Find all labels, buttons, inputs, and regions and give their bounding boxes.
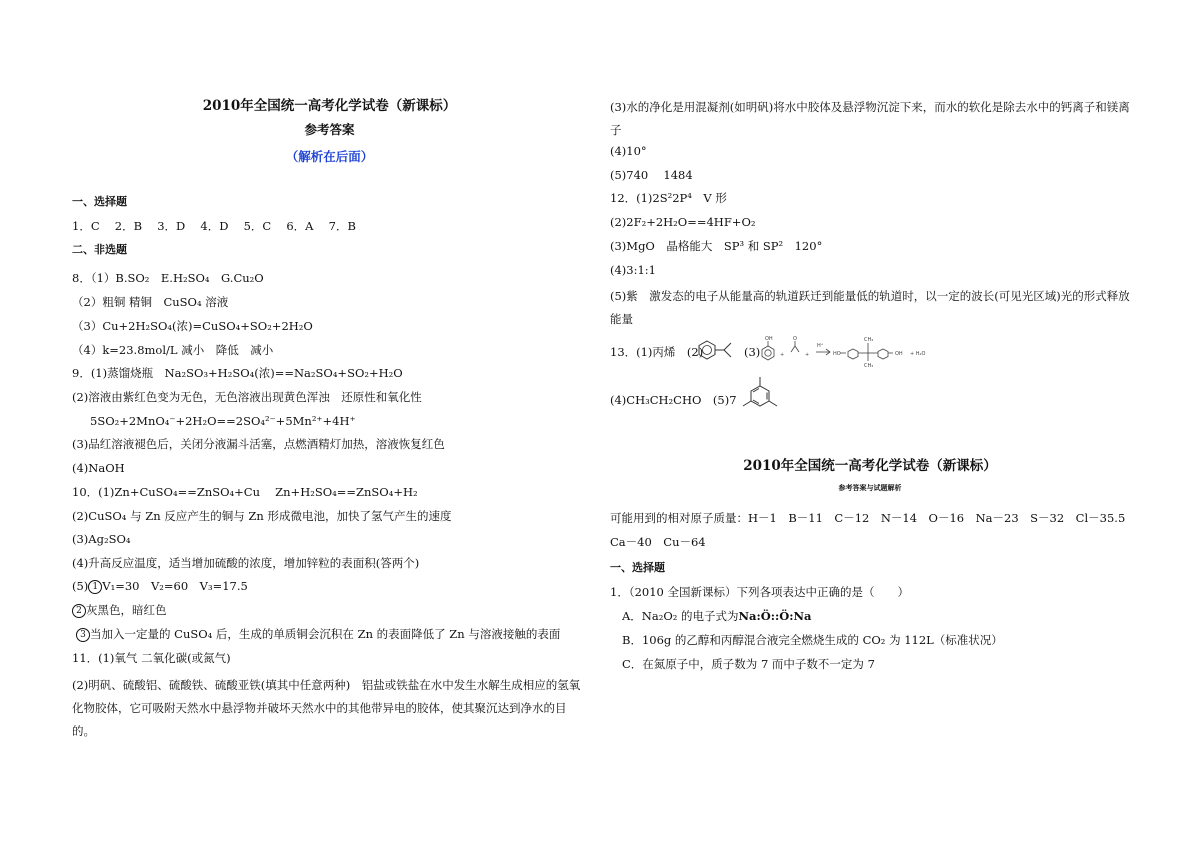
atomic-masses: 可能用到的相对原子质量：H－1 B－11 C－12 N－14 O－16 Na－23 S－32 Cl－35.5 <box>610 511 1126 525</box>
q8-part3: （3）Cu+2H₂SO₄(浓)=CuSO₄+SO₂+2H₂O <box>72 319 313 333</box>
svg-text:+: + <box>805 352 810 358</box>
q10-part5-c <box>76 626 560 642</box>
q11-part1: 11．(1)氧气 二氧化碳(或氮气) <box>72 651 231 665</box>
q12-part1: 12．(1)2S²2P⁴ V 形 <box>610 191 727 205</box>
q11-part2: (2)明矾、硫酸铝、硫酸铁、硫酸亚铁(填其中任意两种) 铝盐或铁盐在水中发生水解生成相应的氢氧化物胶体，它可吸附天然水中悬浮物并破坏天然水中的其他带异电的胶体，使其聚沉达到净水的目的。 <box>72 678 581 738</box>
option-a-text: A．Na₂O₂ 的电子式为 <box>622 609 739 623</box>
svg-text:H⁺: H⁺ <box>817 343 824 349</box>
section-choice: 一、选择题 <box>72 195 127 208</box>
q10-part5-b <box>72 602 167 618</box>
q9-part2: (2)溶液由紫红色变为无色，无色溶液出现黄色浑浊 还原性和氧化性 <box>72 390 422 404</box>
q12-part2: (2)2F₂+2H₂O==4HF+O₂ <box>610 215 756 229</box>
q10-part5-volumes: V₁=30 V₂=60 V₃=17.5 <box>102 579 248 593</box>
svg-text:+ H₂O: + H₂O <box>910 351 926 357</box>
q11-part5: (5)740 1484 <box>610 168 693 182</box>
q13-part4-5: (4)CH₃CH₂CHO (5)7 <box>610 393 737 407</box>
q9-part1: 9．(1)蒸馏烧瓶 Na₂SO₃+H₂SO₄(浓)==Na₂SO₄+SO₂+H₂O <box>72 366 403 380</box>
circled-number-1: 1 <box>88 580 102 594</box>
cumene-structure-image <box>697 338 739 364</box>
q10-part5-a <box>72 578 248 594</box>
svg-text:CH₃: CH₃ <box>864 363 874 368</box>
question-1: 1．（2010 全国新课标）下列各项表达中正确的是（ ） <box>610 585 909 599</box>
q11-part3: (3)水的净化是用混凝剂(如明矾)将水中胶体及悬浮物沉淀下来，而水的软化是除去水中的钙离子和镁离子 <box>610 100 1130 137</box>
q10-part4: (4)升高反应温度，适当增加硫酸的浓度，增加锌粒的表面积(答两个) <box>72 556 420 570</box>
circled-number-3: 3 <box>76 628 90 642</box>
q10-part5-explanation: 当加入一定量的 CuSO₄ 后，生成的单质铜会沉积在 Zn 的表面降低了 Zn 与溶液接触的表面 <box>90 627 561 641</box>
q12-part5: (5)紫 激发态的电子从能量高的轨道跃迁到能量低的轨道时，以一定的波长(可见光区域)光的形式释放能量 <box>610 289 1130 326</box>
q9-part3: (3)品红溶液褪色后，关闭分液漏斗活塞，点燃酒精灯加热，溶液恢复红色 <box>72 437 445 451</box>
circled-number-2: 2 <box>72 604 86 618</box>
bisphenol-reaction-image <box>760 332 940 368</box>
q13-part3-label: (3) <box>744 345 761 359</box>
q12-part4: (4)3:1:1 <box>610 263 656 277</box>
option-b: B．106g 的乙醇和丙醇混合液完全燃烧生成的 CO₂ 为 112L（标准状况） <box>622 633 1003 647</box>
q11-part4: (4)10° <box>610 144 647 158</box>
svg-text:OH: OH <box>895 351 903 357</box>
choice-answers: 1．C 2．B 3．D 4．D 5．C 6．A 7．B <box>72 219 356 233</box>
atomic-masses-cont: Ca－40 Cu－64 <box>610 535 706 549</box>
q10-part5-prefix: (5) <box>72 579 89 593</box>
option-a <box>622 608 811 624</box>
q10-part1: 10．(1)Zn+CuSO₄==ZnSO₄+Cu Zn+H₂SO₄==ZnSO₄+H₂ <box>72 485 418 499</box>
svg-text:OH: OH <box>765 336 773 342</box>
analysis-section-choice: 一、选择题 <box>610 561 665 574</box>
option-a-formula: Na:Ö::Ö:Na <box>738 609 812 623</box>
option-c: C．在氮原子中，质子数为 7 而中子数不一定为 7 <box>622 657 875 671</box>
q9-equation: 5SO₂+2MnO₄⁻+2H₂O==2SO₄²⁻+5Mn²⁺+4H⁺ <box>90 414 356 428</box>
section-nonchoice: 二、非选题 <box>72 243 127 256</box>
trimethylbenzene-structure-image <box>737 374 783 420</box>
q10-part3: (3)Ag₂SO₄ <box>72 532 131 546</box>
q10-part5-colors: 灰黑色，暗红色 <box>86 603 167 617</box>
svg-text:+: + <box>780 352 785 358</box>
svg-text:O: O <box>793 336 797 342</box>
q8-part1: 8．（1）B.SO₂ E.H₂SO₄ G.Cu₂O <box>72 271 264 285</box>
answer-subtitle: 参考答案 <box>304 122 355 137</box>
q13-part1-2: 13．(1)丙烯 (2) <box>610 345 704 359</box>
q8-part2: （2）粗铜 精铜 CuSO₄ 溶液 <box>72 295 229 309</box>
analysis-title: 2010年全国统一高考化学试卷（新课标） <box>743 458 997 474</box>
q8-part4: （4）k=23.8mol/L 减小 降低 减小 <box>72 343 274 357</box>
q12-part3: (3)MgO 晶格能大 SP³ 和 SP² 120° <box>610 239 823 253</box>
analysis-note: （解析在后面） <box>285 149 374 164</box>
q9-part4: (4)NaOH <box>72 461 125 475</box>
svg-text:CH₃: CH₃ <box>864 337 874 343</box>
document-title: 2010年全国统一高考化学试卷（新课标） <box>202 98 457 114</box>
analysis-subtitle: 参考答案与试题解析 <box>838 483 902 492</box>
svg-text:HO: HO <box>833 351 841 357</box>
q10-part2: (2)CuSO₄ 与 Zn 反应产生的铜与 Zn 形成微电池，加快了氢气产生的速度 <box>72 509 452 523</box>
